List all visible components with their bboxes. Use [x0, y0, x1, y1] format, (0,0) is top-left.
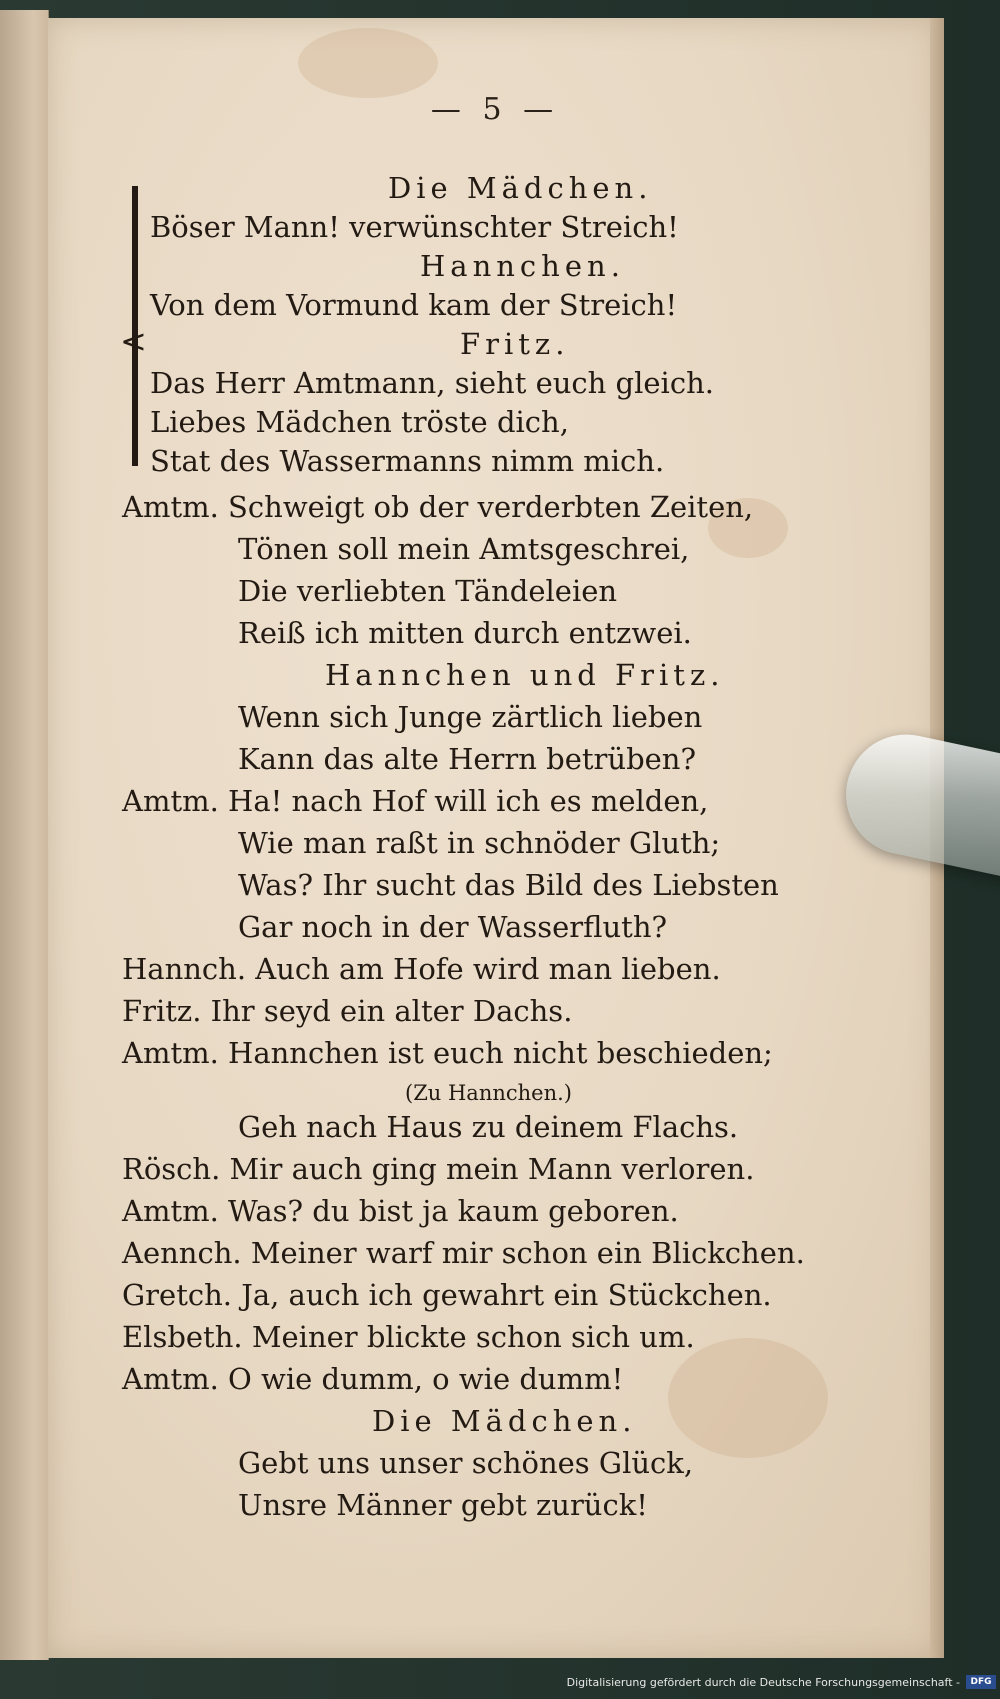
- verse-line: Was? Ihr sucht das Bild des Liebsten: [238, 868, 779, 902]
- stage-direction: (Zu Hannchen.): [405, 1081, 572, 1105]
- verse-line: Rösch. Mir auch ging mein Mann verloren.: [122, 1152, 755, 1186]
- verse-line: Amtm. Ha! nach Hof will ich es melden,: [122, 784, 709, 818]
- brace-tip: <: [120, 322, 147, 360]
- speaker-line: Fritz.: [460, 327, 570, 361]
- page-number: — 5 —: [430, 92, 560, 127]
- speaker-line: Hannchen.: [420, 249, 625, 283]
- verse-line: Gar noch in der Wasserfluth?: [238, 910, 668, 944]
- verse-line: Stat des Wassermanns nimm mich.: [150, 444, 665, 478]
- verse-line: Gretch. Ja, auch ich gewahrt ein Stückchen.: [122, 1278, 772, 1312]
- paper-stain: [298, 28, 438, 98]
- verse-line: Tönen soll mein Amtsgeschrei,: [238, 532, 690, 566]
- speaker-line: Die Mädchen.: [372, 1404, 637, 1438]
- verse-line: Amtm. Hannchen ist euch nicht beschieden;: [122, 1036, 773, 1070]
- paper-stain: [668, 1338, 828, 1458]
- verse-line: Die verliebten Tändeleien: [238, 574, 618, 608]
- speaker-line: Die Mädchen.: [388, 171, 653, 205]
- verse-line: Kann das alte Herrn betrüben?: [238, 742, 697, 776]
- dfg-logo: DFG: [966, 1675, 996, 1689]
- verse-line: Wenn sich Junge zärtlich lieben: [238, 700, 703, 734]
- verse-line: Aennch. Meiner warf mir schon ein Blickchen.: [122, 1236, 805, 1270]
- verse-line: Reiß ich mitten durch entzwei.: [238, 616, 692, 650]
- verse-line: Gebt uns unser schönes Glück,: [238, 1446, 694, 1480]
- digitization-credit: Digitalisierung gefördert durch die Deutsche Forschungsgemeinschaft -: [566, 1676, 960, 1689]
- verse-line: Das Herr Amtmann, sieht euch gleich.: [150, 366, 714, 400]
- verse-line: Wie man raßt in schnöder Gluth;: [238, 826, 721, 860]
- verse-line: Amtm. Was? du bist ja kaum geboren.: [122, 1194, 679, 1228]
- verse-line: Amtm. O wie dumm, o wie dumm!: [122, 1362, 624, 1396]
- verse-line: Amtm. Schweigt ob der verderbten Zeiten,: [122, 490, 754, 524]
- facing-page-edge: [0, 10, 49, 1660]
- verse-line: Fritz. Ihr seyd ein alter Dachs.: [122, 994, 573, 1028]
- verse-line: Unsre Männer gebt zurück!: [238, 1488, 648, 1522]
- verse-line: Liebes Mädchen tröste dich,: [150, 405, 569, 439]
- speaker-line: Hannchen und Fritz.: [325, 658, 725, 692]
- verse-line: Geh nach Haus zu deinem Flachs.: [238, 1110, 739, 1144]
- verse-line: Böser Mann! verwünschter Streich!: [150, 210, 679, 244]
- verse-line: Hannch. Auch am Hofe wird man lieben.: [122, 952, 721, 986]
- verse-line: Von dem Vormund kam der Streich!: [150, 288, 678, 322]
- verse-line: Elsbeth. Meiner blickte schon sich um.: [122, 1320, 695, 1354]
